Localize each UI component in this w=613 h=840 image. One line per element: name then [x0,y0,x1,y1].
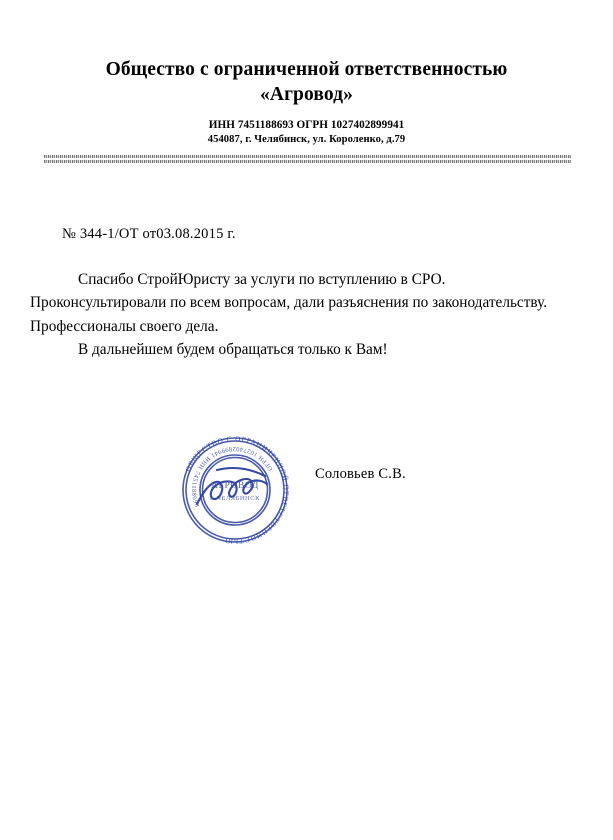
company-address: 454087, г. Челябинск, ул. Короленко, д.79 [207,134,406,146]
divider-bar-top [44,155,571,158]
letter-paragraph-1: Спасибо СтройЮристу за услуги по вступлению в СРО. [78,271,446,288]
company-title-line-1: Общество с ограниченной ответственностью [105,59,508,80]
svg-text:г. ЧЕЛЯБИНСК: г. ЧЕЛЯБИНСК [210,495,260,502]
svg-text:АГРОВОД: АГРОВОД [210,481,260,491]
svg-text:ОГРН 1027402899941 ИНН 745118: ОГРН 1027402899941 ИНН 7451188693 [189,444,275,509]
signatory-name: Соловьев С.В. [315,466,406,482]
svg-text:ОБЩЕСТВО С ОГРАНИЧЕННОЙ ОТВЕТС: ОБЩЕСТВО С ОГРАНИЧЕННОЙ ОТВЕТСТВЕННОСТЬЮ [183,434,291,546]
company-registration-ids: ИНН 7451188693 ОГРН 1027402899941 [208,118,405,131]
letter-paragraph-3: Профессионалы своего дела. [30,317,219,335]
letter-paragraph-2: Проконсультировали по всем вопросам, дали разъяснения по законодательству. [30,294,548,312]
letter-body [30,268,583,361]
divider-bar-bottom [44,160,571,163]
letter-paragraph-4: В дальнейшем будем обращаться только к Вам! [78,340,388,358]
company-stamp [175,430,295,550]
letterhead [50,58,563,147]
ornamental-divider [44,155,571,164]
company-title [50,58,563,108]
company-title-line-2: «Агровод» [260,83,353,105]
document-reference-number: № 344-1/ОТ от03.08.2015 г. [62,226,236,242]
